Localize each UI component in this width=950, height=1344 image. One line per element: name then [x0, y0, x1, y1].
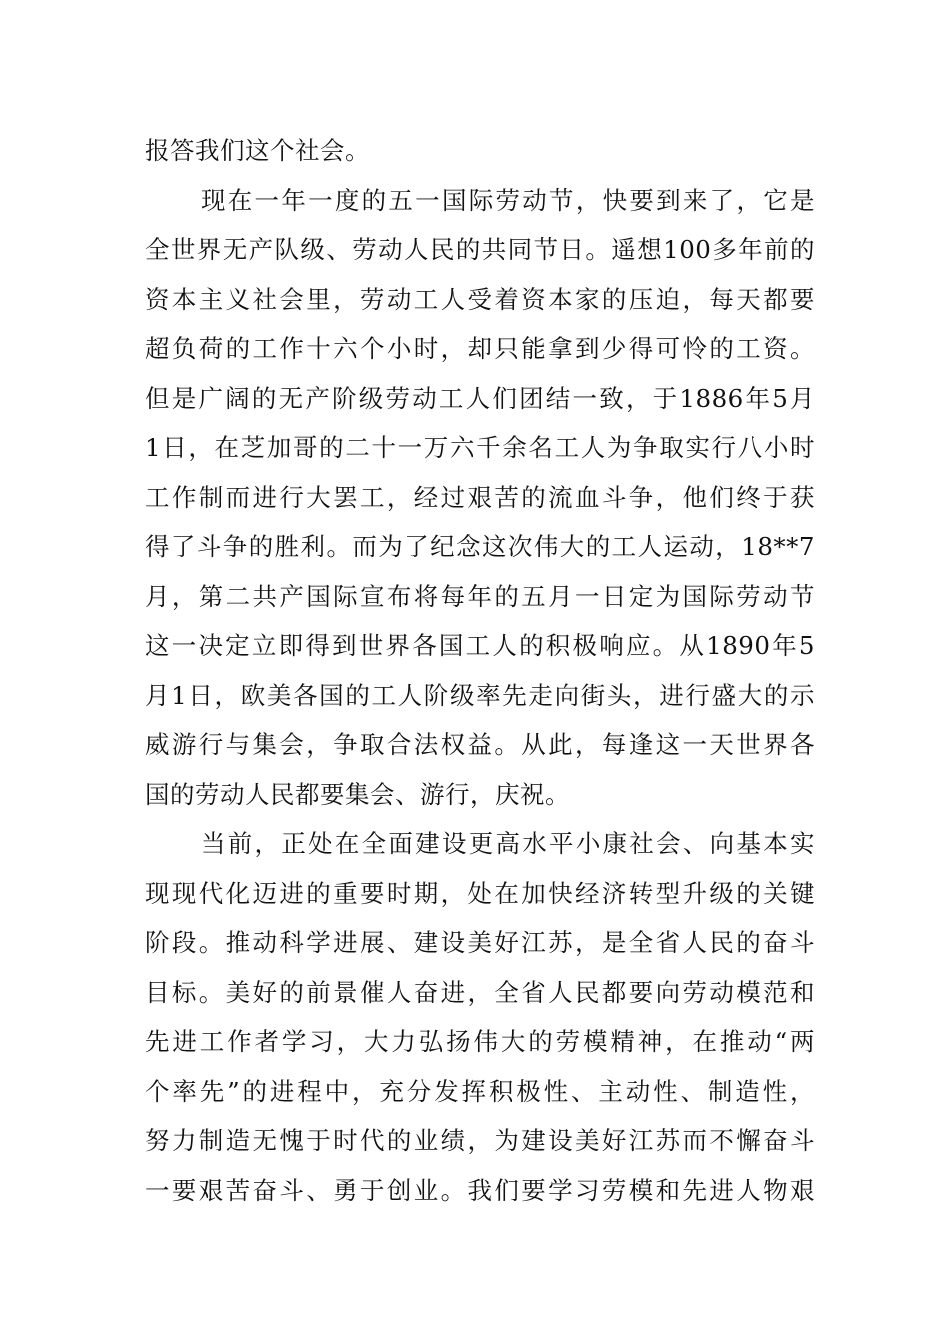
body-text [145, 126, 815, 1215]
text-line-9: 得了斗争的胜利。而为了纪念这次伟大的工人运动，18**7 [145, 532, 815, 561]
text-line-20: 个率先”的进程中，充分发挥积极性、主动性、制造性， [145, 1076, 815, 1106]
text-line-4: 资本主义社会里，劳动工人受着资本家的压迫，每天都要 [145, 284, 815, 314]
text-line-17: 阶段。推动科学进展、建设美好江苏，是全省人民的奋斗 [145, 928, 815, 957]
text-line-10: 月，第二共产国际宣布将每年的五月一日定为国际劳动节 [145, 581, 815, 611]
text-line-3: 全世界无产队级、劳动人民的共同节日。遥想100多年前的 [145, 235, 815, 264]
text-line-5: 超负荷的工作十六个小时，却只能拿到少得可怜的工资。 [145, 334, 815, 363]
text-line-1: 报答我们这个社会。 [145, 136, 370, 165]
text-line-11: 这一决定立即得到世界各国工人的积极响应。从1890年5 [145, 631, 815, 660]
text-line-2: 现在一年一度的五一国际劳动节，快要到来了，它是 [201, 185, 815, 215]
text-line-15: 当前，正处在全面建设更高水平小康社会、向基本实 [201, 829, 815, 858]
text-line-19: 先进工作者学习，大力弘扬伟大的劳模精神，在推动“两 [145, 1027, 815, 1056]
text-line-7: 1日，在芝加哥的二十一万六千余名工人为争取实行八小时 [145, 433, 815, 462]
text-line-8: 工作制而进行大罢工，经过艰苦的流血斗争，他们终于获 [145, 482, 815, 512]
text-line-14: 国的劳动人民都要集会、游行，庆祝。 [145, 779, 570, 809]
text-line-22: 一要艰苦奋斗、勇于创业。我们要学习劳模和先进人物艰 [145, 1175, 815, 1205]
text-line-13: 威游行与集会，争取合法权益。从此，每逢这一天世界各 [145, 730, 815, 759]
text-line-6: 但是广阔的无产阶级劳动工人们团结一致，于1886年5月 [145, 383, 815, 413]
text-line-12: 月1日，欧美各国的工人阶级率先走向街头，进行盛大的示 [145, 680, 815, 710]
text-line-18: 目标。美好的前景催人奋进，全省人民都要向劳动模范和 [145, 977, 815, 1007]
text-line-21: 努力制造无愧于时代的业绩，为建设美好江苏而不懈奋斗 [145, 1126, 815, 1155]
text-line-16: 现现代化迈进的重要时期，处在加快经济转型升级的关键 [145, 878, 815, 908]
